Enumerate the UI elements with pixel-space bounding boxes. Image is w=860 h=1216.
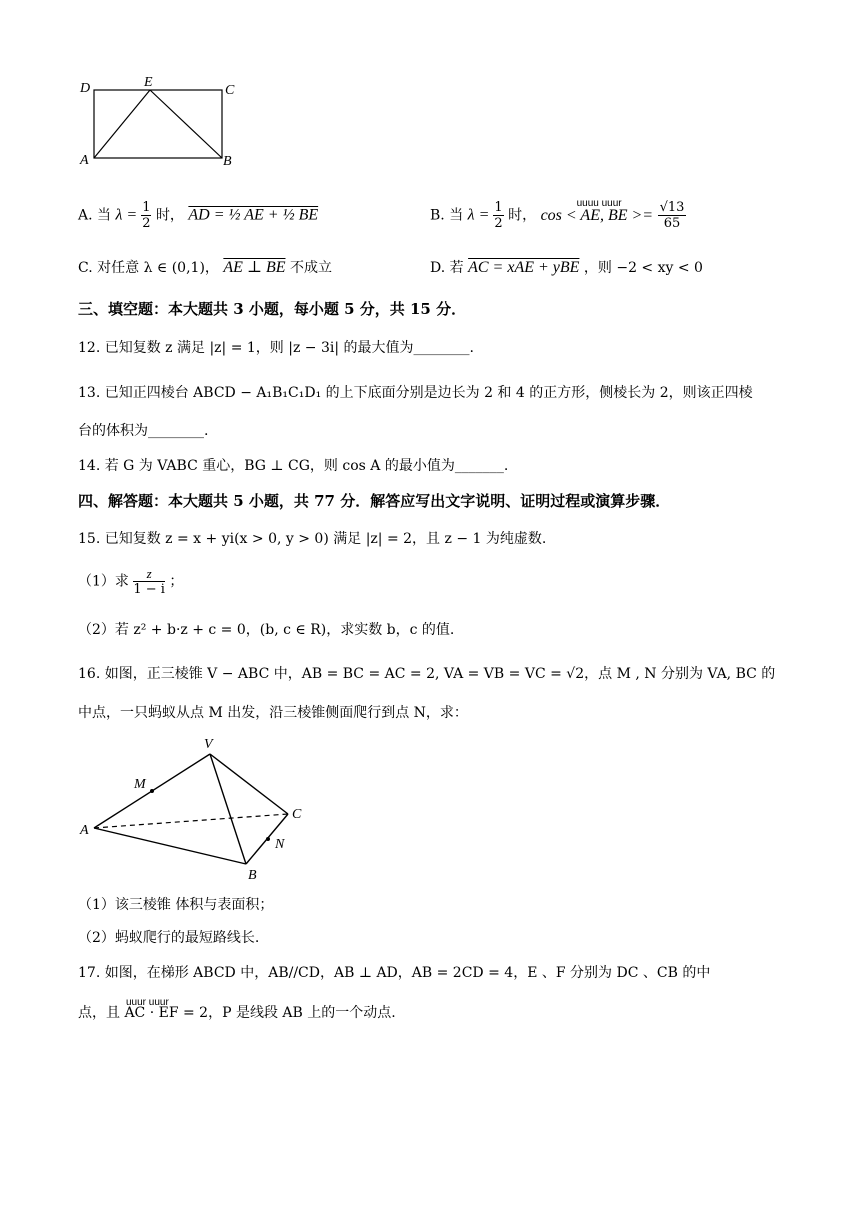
label-D: D — [80, 81, 91, 96]
label-M: M — [134, 777, 146, 792]
question-12: 12. 已知复数 z 满足 |z| = 1，则 |z − 3i| 的最大值为________. — [78, 340, 474, 356]
question-15-part-2: （2）若 z² + b·z + c = 0，(b, c ∈ R)，求实数 b，c 的值. — [78, 622, 455, 638]
question-14: 14. 若 G 为 VABC 重心，BG ⊥ CG，则 cos A 的最小值为_______. — [78, 458, 509, 474]
point-n — [266, 837, 270, 841]
label-V: V — [204, 737, 213, 752]
option-a-expression: AD = ½ AE + ½ BE — [188, 206, 319, 224]
question-13-cont: 台的体积为________. — [78, 423, 209, 439]
section-3-heading: 三、填空题：本大题共 3 小题，每小题 5 分，共 15 分． — [78, 300, 467, 318]
label-C: C — [225, 83, 235, 98]
question-17-garble: uuur uuur — [126, 997, 169, 1008]
option-b-garble: uuuu uuur — [576, 197, 622, 209]
label-A: A — [80, 153, 89, 168]
label-A: A — [80, 823, 89, 838]
question-16-part-2: （2）蚂蚁爬行的最短路线长. — [78, 930, 260, 946]
point-m — [150, 789, 154, 793]
label-E: E — [144, 75, 153, 90]
rectangle-figure — [78, 74, 248, 170]
label-B: B — [223, 154, 232, 169]
question-16-part-1: （1）该三棱锥 体积与表面积； — [78, 897, 274, 913]
option-a: A. 当 λ = $\frac{1}{2}$ 时， AD = ½ AE + ½ BE — [78, 200, 319, 231]
option-c: C. 对任意 λ ∈ (0,1)， AE ⊥ BE 不成立 — [78, 259, 332, 276]
question-16: 16. 如图，正三棱锥 V − ABC 中，AB = BC = AC = 2, VA = VB = VC = √2，点 M , N 分别为 VA, BC 的 — [78, 666, 776, 682]
question-17-cont: uuur uuur 点，且 AC · EF = 2，P 是线段 AB 上的一个动点. — [78, 1003, 396, 1023]
question-15: 15. 已知复数 z = x + yi(x > 0, y > 0) 满足 |z| = 2，且 z − 1 为纯虚数. — [78, 531, 547, 547]
option-d: D. 若 AC = xAE + yBE ，则 −2 < xy < 0 — [430, 259, 703, 276]
pyramid-figure — [76, 734, 316, 884]
question-17: 17. 如图，在梯形 ABCD 中，AB//CD，AB ⊥ AD，AB = 2CD = 4，E 、F 分别为 DC 、CB 的中 — [78, 965, 711, 981]
label-C: C — [292, 807, 302, 822]
label-B: B — [248, 868, 257, 883]
section-4-heading: 四、解答题：本大题共 5 小题，共 77 分．解答应写出文字说明、证明过程或演算步骤． — [78, 492, 671, 510]
question-16-cont: 中点，一只蚂蚁从点 M 出发，沿三棱锥侧面爬行到点 N，求： — [78, 705, 468, 721]
option-b: B. 当 λ = $\frac{1}{2}$ 时， uuuu uuur cos < AE, BE >= $\frac{√13}{65}$ — [430, 200, 686, 231]
question-13: 13. 已知正四棱台 ABCD − A₁B₁C₁D₁ 的上下底面分别是边长为 2 和 4 的正方形，侧棱长为 2，则该正四棱 — [78, 385, 753, 401]
question-15-part-1: （1）求 $\frac{z}{1 - i}$ ； — [78, 566, 184, 597]
label-N: N — [275, 837, 285, 852]
